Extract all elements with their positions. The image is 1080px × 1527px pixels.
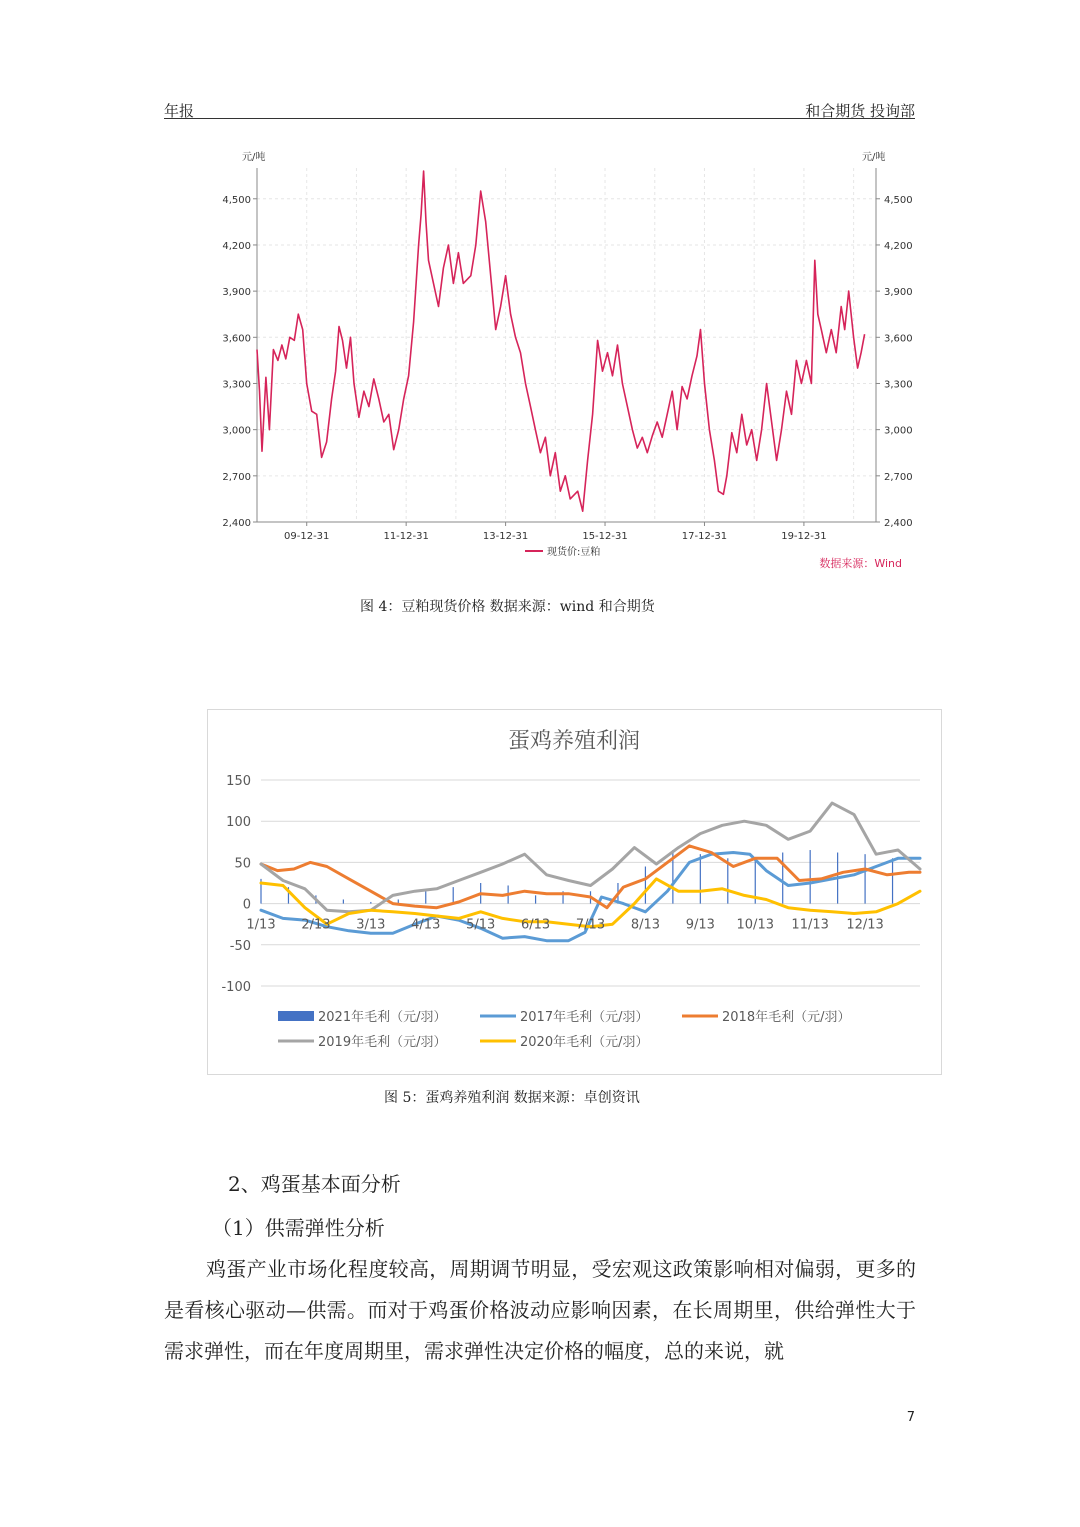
bar-2021 xyxy=(535,895,536,903)
x-tick-label: 8/13 xyxy=(630,917,661,933)
bar-2021 xyxy=(810,850,811,904)
y-tick-label-right: 3,300 xyxy=(884,379,913,391)
legend-label: 2021年毛利（元/羽） xyxy=(318,1010,447,1025)
x-tick-label: 1/13 xyxy=(246,917,276,933)
bar-2021 xyxy=(425,891,426,903)
x-tick-label: 09-12-31 xyxy=(284,531,330,542)
legend-label: 2017年毛利（元/羽） xyxy=(520,1010,649,1025)
x-tick-label: 4/13 xyxy=(411,917,441,933)
bar-2021 xyxy=(727,858,728,903)
y-tick-label: 100 xyxy=(226,815,251,831)
y-tick-label-right: 4,500 xyxy=(884,194,913,206)
y-tick-label: 50 xyxy=(234,856,251,872)
section-heading: 2、鸡蛋基本面分析 xyxy=(228,1172,401,1196)
y-tick-label-left: 3,900 xyxy=(222,287,251,299)
y-tick-label: 0 xyxy=(242,897,251,913)
y-tick-label-left: 3,600 xyxy=(222,333,251,345)
y-tick-label-right: 2,400 xyxy=(884,518,913,529)
y-unit-left: 元/吨 xyxy=(242,152,266,163)
header-rule xyxy=(164,118,915,119)
y-tick-label-left: 2,700 xyxy=(222,471,251,483)
x-tick-label: 19-12-31 xyxy=(781,531,827,542)
y-tick-label: -50 xyxy=(229,938,251,954)
y-tick-label-left: 3,300 xyxy=(222,379,251,391)
y-tick-label-right: 2,700 xyxy=(884,471,913,483)
x-tick-label: 13-12-31 xyxy=(482,531,529,542)
x-tick-label: 12/13 xyxy=(846,917,884,933)
series-line-soybean-meal-spot xyxy=(257,171,865,511)
soybean-meal-price-svg xyxy=(200,140,920,580)
legend-label: 2018年毛利（元/羽） xyxy=(722,1010,851,1025)
egg-hen-profit-svg xyxy=(208,710,941,1074)
x-tick-label: 10/13 xyxy=(736,917,774,933)
bar-2021 xyxy=(864,854,865,903)
y-tick-label: 150 xyxy=(226,774,251,789)
y-tick-label-right: 3,600 xyxy=(884,333,913,345)
x-tick-label: 6/13 xyxy=(520,917,551,933)
x-tick-label: 15-12-31 xyxy=(582,531,628,542)
bar-2021 xyxy=(782,853,783,904)
egg-hen-profit-chart xyxy=(207,709,942,1075)
x-tick-label: 2/13 xyxy=(301,917,331,933)
soybean-meal-price-chart xyxy=(200,140,920,580)
x-tick-label: 11-12-31 xyxy=(383,531,429,542)
y-tick-label: -100 xyxy=(221,980,251,995)
header-company: 和合期货 投询部 xyxy=(805,102,915,120)
chart-title: 蛋鸡养殖利润 xyxy=(507,729,641,754)
y-tick-label-right: 4,200 xyxy=(884,240,913,252)
legend-label: 现货价:豆粕 xyxy=(547,547,601,558)
y-tick-label-left: 4,500 xyxy=(222,194,251,206)
page-number: 7 xyxy=(906,1410,915,1425)
x-tick-label: 3/13 xyxy=(356,917,386,933)
bar-2021 xyxy=(453,887,454,903)
x-tick-label: 5/13 xyxy=(466,917,496,933)
y-tick-label-left: 2,400 xyxy=(222,518,251,529)
x-tick-label: 9/13 xyxy=(685,917,715,933)
legend-label: 2020年毛利（元/羽） xyxy=(520,1035,649,1050)
y-tick-label-left: 4,200 xyxy=(222,240,251,252)
body-paragraph: 鸡蛋产业市场化程度较高，周期调节明显，受宏观这政策影响相对偏弱，更多的是看核心驱动—供需。而对于鸡蛋价格波动应影响因素，在长周期里，供给弹性大于需求弹性，而在年度周期里，需求弹性决定价格的幅度，总的来说，就 xyxy=(164,1257,916,1363)
figure-5-caption: 图 5：蛋鸡养殖利润 数据来源：卓创资讯 xyxy=(384,1090,640,1106)
figure-4-caption: 图 4：豆粕现货价格 数据来源：wind 和合期货 xyxy=(360,599,655,615)
bar-2021 xyxy=(343,899,344,903)
y-unit-right: 元/吨 xyxy=(862,152,886,163)
source-label: 数据来源：Wind xyxy=(819,557,902,570)
x-tick-label: 17-12-31 xyxy=(681,531,728,542)
bar-2021 xyxy=(370,902,371,904)
y-tick-label-left: 3,000 xyxy=(222,425,251,437)
x-tick-label: 7/13 xyxy=(575,917,606,933)
x-tick-label: 11/13 xyxy=(791,917,829,933)
bar-2021 xyxy=(700,854,701,903)
legend-label: 2019年毛利（元/羽） xyxy=(318,1035,447,1050)
y-tick-label-right: 3,900 xyxy=(884,287,913,299)
legend-swatch xyxy=(278,1011,314,1021)
header-report-type: 年报 xyxy=(164,102,195,120)
y-tick-label-right: 3,000 xyxy=(884,425,913,437)
series-line-2 xyxy=(261,846,920,908)
bar-2021 xyxy=(645,867,646,904)
section-subheading: （1）供需弹性分析 xyxy=(212,1216,385,1240)
bar-2021 xyxy=(892,858,893,903)
